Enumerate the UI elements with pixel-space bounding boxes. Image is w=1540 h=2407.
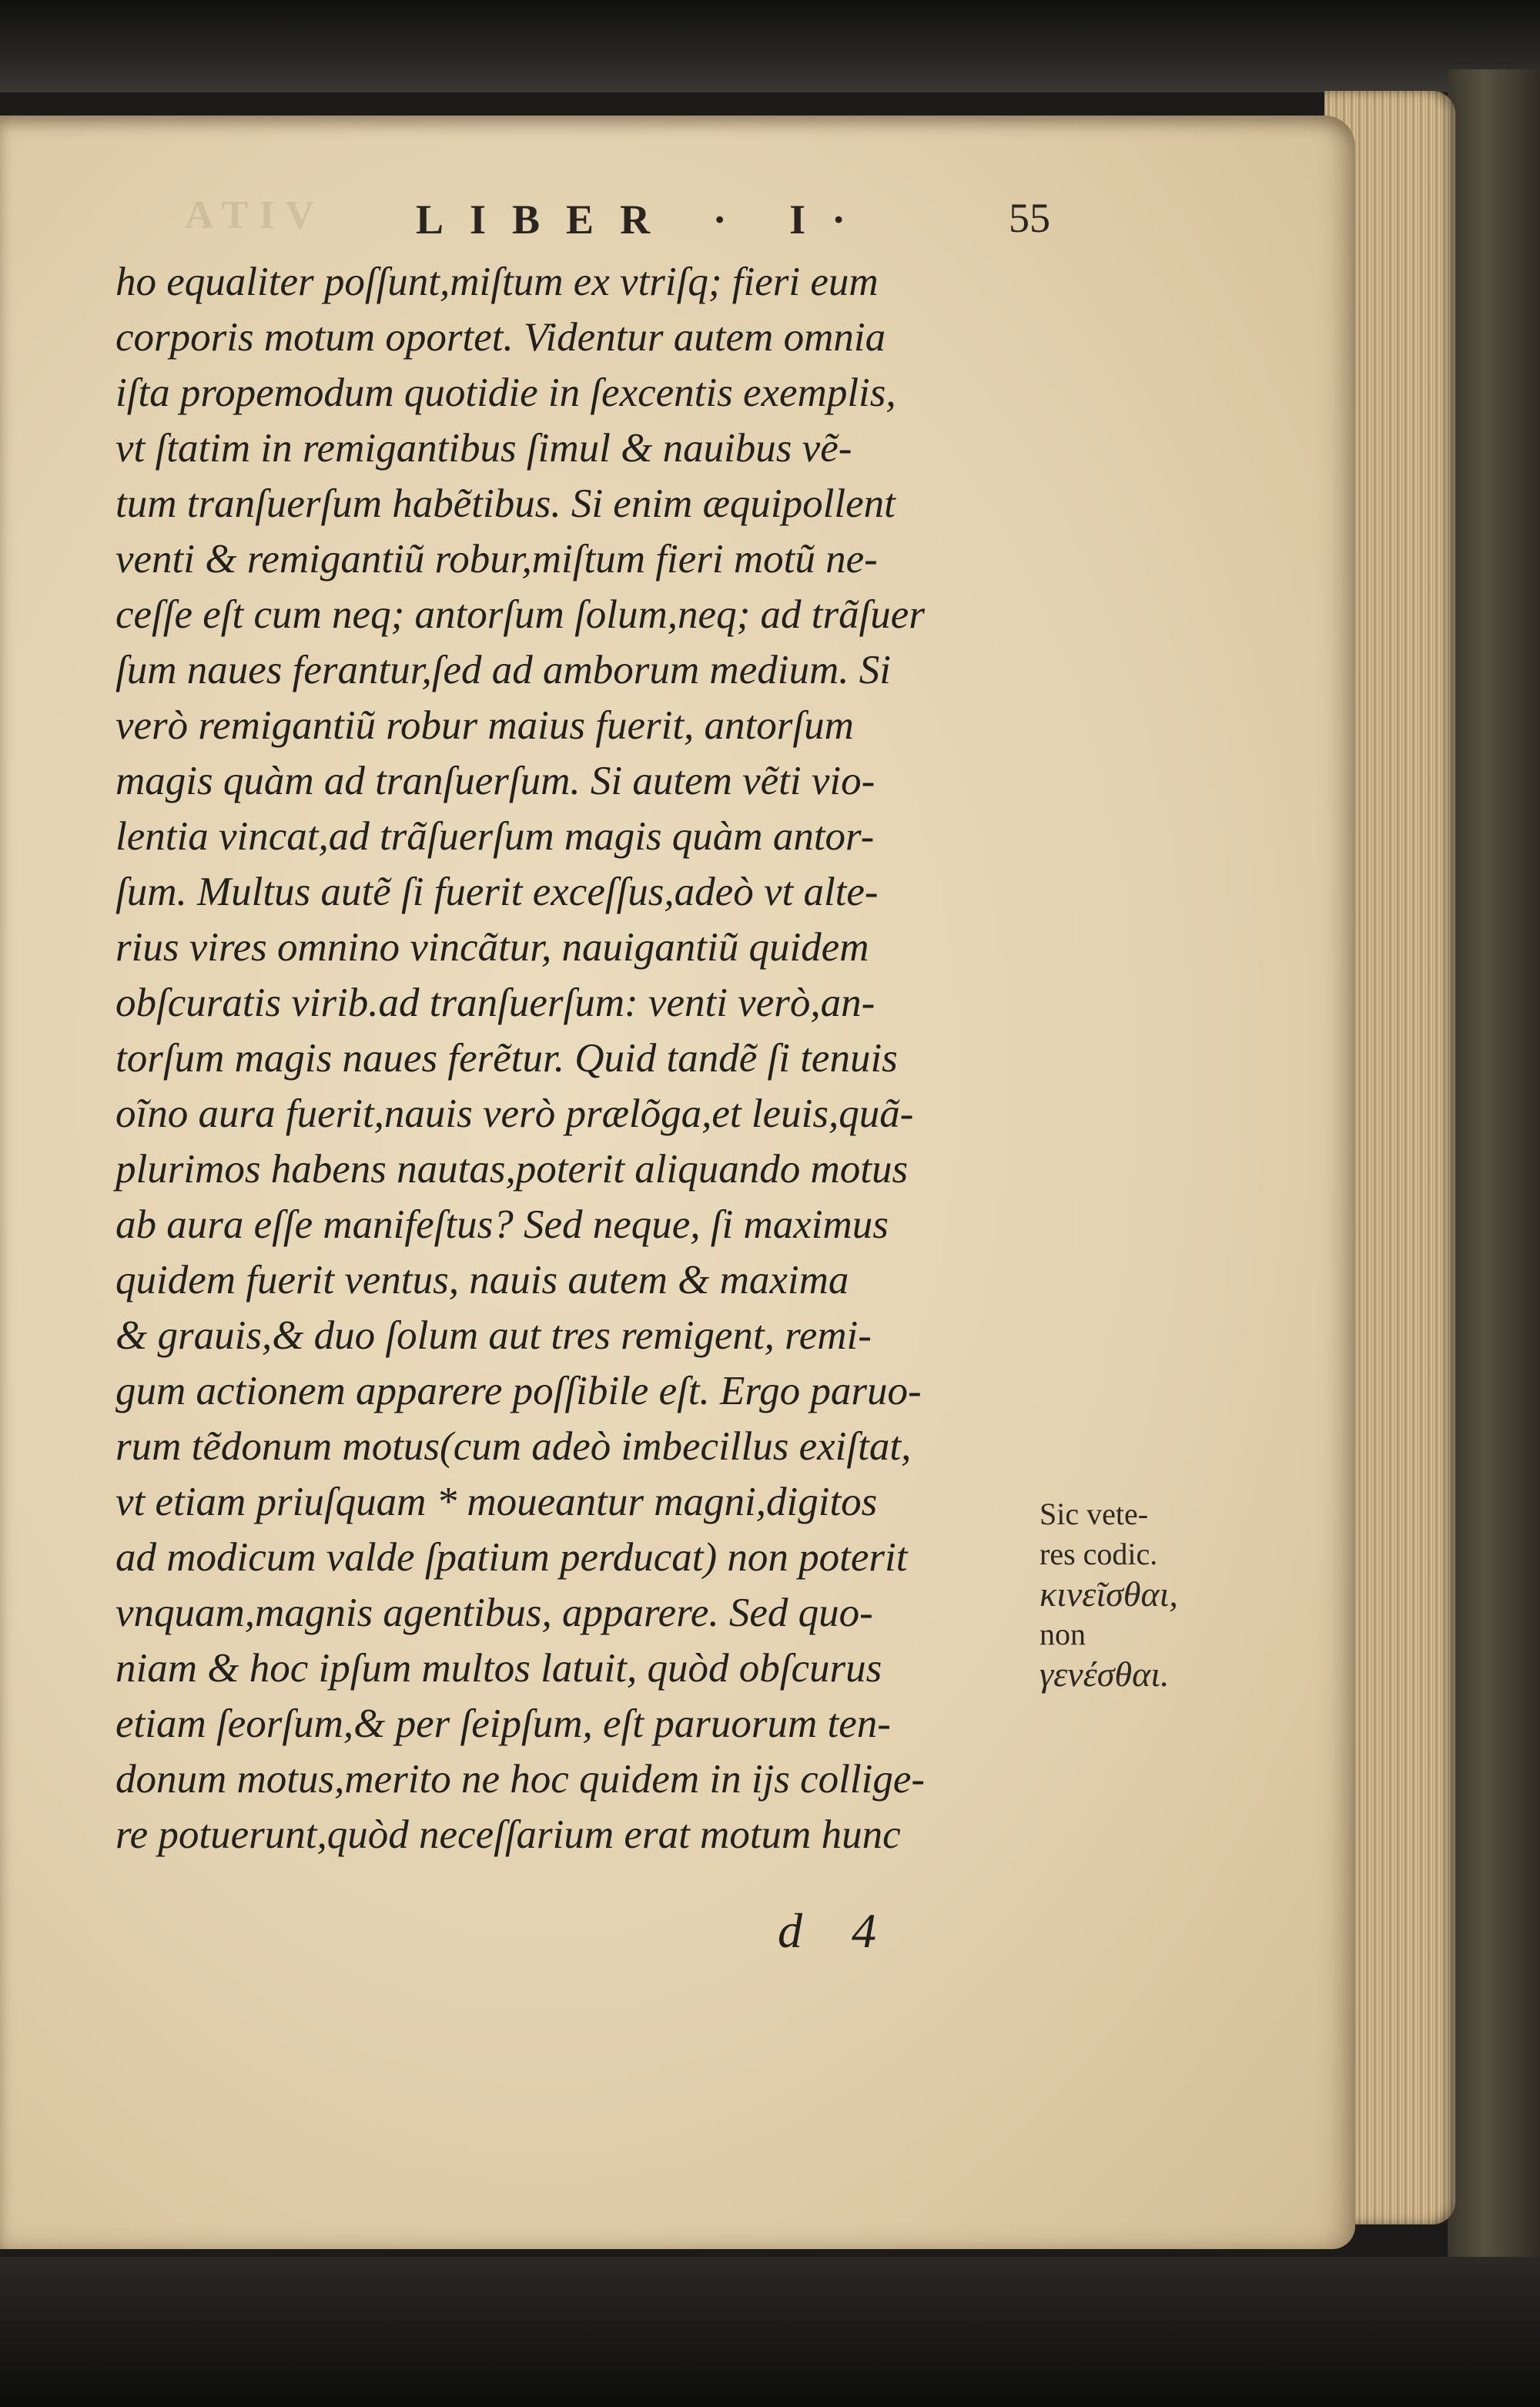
text-line: gum actionem apparere poſſibile eſt. Ergo paruo-: [116, 1369, 922, 1413]
signature-mark: d 4: [778, 1903, 895, 1958]
text-line: torſum magis naues ferẽtur. Quid tandẽ ſi tenuis: [116, 1036, 898, 1081]
running-title: LIBER · I·: [416, 196, 872, 243]
text-line: lentia vincat,ad trãſuerſum magis quàm antor-: [116, 814, 875, 859]
book-page: [0, 116, 1355, 2249]
book-cover-edge: [1448, 69, 1540, 2288]
text-line: etiam ſeorſum,& per ſeipſum, eſt paruorum ten-: [116, 1701, 891, 1746]
top-background: [0, 0, 1540, 92]
text-line: ho equaliter poſſunt,miſtum ex vtriſq; fieri eum: [116, 260, 879, 304]
margin-note-line: non: [1040, 1617, 1086, 1651]
page-number: 55: [1009, 195, 1050, 241]
text-line: donum motus,merito ne hoc quidem in ijs collige-: [116, 1757, 926, 1802]
text-line: plurimos habens nautas,poterit aliquando motus: [116, 1147, 909, 1192]
body-text: [116, 254, 1063, 1862]
bleed-through-text: ATIV: [185, 193, 326, 237]
bottom-background: [0, 2257, 1540, 2407]
text-line: quidem fuerit ventus, nauis autem & maxima: [116, 1258, 849, 1302]
margin-note-greek: γενέσθαι.: [1040, 1654, 1170, 1694]
text-line: vnquam,magnis agentibus, apparere. Sed quo-: [116, 1591, 873, 1635]
text-line: tum tranſuerſum habẽtibus. Si enim æquipollent: [116, 481, 896, 526]
text-line: corporis motum oportet. Videntur autem omnia: [116, 315, 886, 360]
text-line: ceſſe eſt cum neq; antorſum ſolum,neq; ad trãſuer: [116, 592, 925, 637]
text-line: iſta propemodum quotidie in ſexcentis exemplis,: [116, 370, 896, 415]
text-line: venti & remigantiũ robur,miſtum fieri motũ ne-: [116, 537, 878, 582]
text-line: vt ſtatim in remigantibus ſimul & nauibus vẽ-: [116, 426, 852, 471]
text-line: ab aura eſſe manifeſtus? Sed neque, ſi maximus: [116, 1202, 889, 1247]
text-line: ſum. Multus autẽ ſi fuerit exceſſus,adeò vt alte-: [116, 870, 879, 914]
margin-note-line: res codic.: [1040, 1537, 1158, 1571]
text-line: verò remigantiũ robur maius fuerit, antorſum: [116, 703, 854, 748]
text-line: re potuerunt,quòd neceſſarium erat motum hunc: [116, 1812, 901, 1857]
text-line: magis quàm ad tranſuerſum. Si autem vẽti vio-: [116, 759, 875, 803]
text-line: ſum naues ferantur,ſed ad amborum medium. Si: [116, 648, 891, 692]
margin-note-greek: κινεῖσθαι,: [1040, 1574, 1178, 1614]
text-line: rum tẽdonum motus(cum adeò imbecillus exiſtat,: [116, 1424, 912, 1469]
marginal-note: [1040, 1494, 1270, 1695]
text-line: rius vires omnino vincãtur, nauigantiũ quidem: [116, 925, 869, 970]
text-line: & grauis,& duo ſolum aut tres remigent, remi-: [116, 1313, 872, 1358]
text-line: vt etiam priuſquam * moueantur magni,digitos: [116, 1480, 878, 1524]
text-line: oĩno aura fuerit,nauis verò prælõga,et leuis,quã-: [116, 1091, 914, 1136]
running-head: [0, 193, 1355, 254]
text-line: ad modicum valde ſpatium perducat) non poterit: [116, 1535, 908, 1580]
text-line: obſcuratis virib.ad tranſuerſum: venti verò,an-: [116, 981, 875, 1025]
text-line: niam & hoc ipſum multos latuit, quòd obſcurus: [116, 1646, 882, 1691]
margin-note-line: Sic vete-: [1040, 1497, 1149, 1531]
